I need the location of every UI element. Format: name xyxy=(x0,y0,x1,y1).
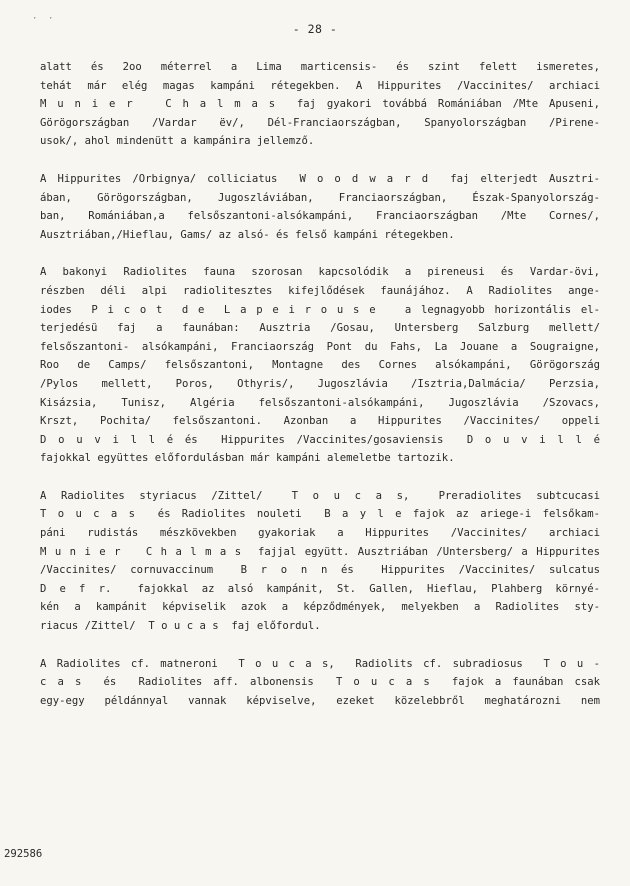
text-line: Kisázsia, Tunisz, Algéria felsőszantoni-alsókampáni, Jugoszlávia /Szovacs, xyxy=(40,396,600,409)
text-line: T o u c a s és Radiolites nouleti B a y l e fajok az ariege-i felsőkam- xyxy=(40,508,600,521)
text-line: riacus /Zittel/ T o u c a s faj előfordul. xyxy=(40,620,321,633)
text-line: fajokkal együttes előfordulásban már kampáni alemeletbe tartozik. xyxy=(40,452,455,465)
text-line: A bakonyi Radiolites fauna szorosan kapcsolódik a pireneusi és Vardar-övi, xyxy=(40,266,600,279)
text-line: terjedésü faj a faunában: Ausztria /Gosau, Untersberg Salzburg mellett/ xyxy=(40,322,600,335)
archive-id: 292586 xyxy=(4,848,43,860)
text-line: A Hippurites /Orbignya/ colliciatus W o o d w a r d faj elterjedt Ausztri- xyxy=(40,172,600,185)
text-line: Roo de Camps/ felsőszantoni, Montagne des Cornes alsókampáni, Görögország xyxy=(40,359,600,372)
stray-mark: · xyxy=(48,14,54,24)
text-line: usok/, ahol mindenütt a kampánira jellemző. xyxy=(40,135,315,148)
text-line: c a s és Radiolites aff. albonensis T o u c a s fajok a faunában csak xyxy=(40,676,600,689)
paragraph xyxy=(40,58,600,151)
paragraph xyxy=(40,170,600,244)
text-line: Ausztriában,/Hieflau, Gams/ az alsó- és felső kampáni rétegekben. xyxy=(40,228,455,241)
text-line: felsőszantoni- alsókampáni, Franciaország Pont du Fahs, La Jouane a Sougraigne, xyxy=(40,340,600,353)
text-line: egy-egy példánnyal vannak képviselve, ezeket közelebbről meghatározni nem xyxy=(40,694,600,707)
text-line: D e f r. fajokkal az alsó kampánit, St. Gallen, Hieflau, Plahberg környé- xyxy=(40,582,600,595)
text-line: ában, Görögországban, Jugoszláviában, Franciaországban, Észak-Spanyolország- xyxy=(40,191,600,204)
text-line: /Vaccinites/ cornuvaccinum B r o n n és Hippurites /Vaccinites/ sulcatus xyxy=(40,564,600,577)
text-line: D o u v i l l é és Hippurites /Vaccinites/gosaviensis D o u v i l l é xyxy=(40,433,600,446)
text-line: A Radiolites cf. matneroni T o u c a s, Radiolits cf. subradiosus T o u - xyxy=(40,657,600,670)
text-line: M u n i e r C h a l m a s faj gyakori továbbá Romániában /Mte Apuseni, xyxy=(40,98,600,111)
text-line: alatt és 2oo méterrel a Lima marticensis- és szint felett ismeretes, xyxy=(40,61,600,73)
text-line: M u n i e r C h a l m a s fajjal együtt. Ausztriában /Untersberg/ a Hippurites xyxy=(40,545,600,558)
text-line: ban, Romániában,a felsőszantoni-alsókampáni, Franciaországban /Mte Cornes/, xyxy=(40,210,600,223)
paragraph xyxy=(40,263,600,468)
document-body xyxy=(40,58,600,710)
text-line: /Pylos mellett, Poros, Othyris/, Jugoszlávia /Isztria,Dalmácia/ Perzsia, xyxy=(40,377,600,390)
text-line: iodes P i c o t d e L a p e i r o u s e a legnagyobb horizontális el- xyxy=(40,303,600,316)
paragraph xyxy=(40,655,600,711)
text-line: Görögországban /Vardar ëv/, Dél-Franciaországban, Spanyolországban /Pirene- xyxy=(40,116,600,129)
text-line: páni rudistás mészkövekben gyakoriak a Hippurites /Vaccinites/ archiaci xyxy=(40,527,600,540)
page-number: - 28 - xyxy=(292,22,338,36)
text-line: tehát már elég magas kampáni rétegekben. A Hippurites /Vaccinites/ archiaci xyxy=(40,79,600,92)
text-line: részben déli alpi radiolitesztes kifejlődések faunájához. A Radiolites ange- xyxy=(40,284,600,297)
text-line: Krszt, Pochita/ felsőszantoni. Azonban a Hippurites /Vaccinites/ oppeli xyxy=(40,415,600,428)
stray-mark: · xyxy=(32,14,38,24)
text-line: A Radiolites styriacus /Zittel/ T o u c a s, Preradiolites subtcucasi xyxy=(40,489,600,502)
text-line: kén a kampánit képviselik azok a képződmények, melyekben a Radiolites sty- xyxy=(40,601,600,614)
paragraph xyxy=(40,487,600,636)
